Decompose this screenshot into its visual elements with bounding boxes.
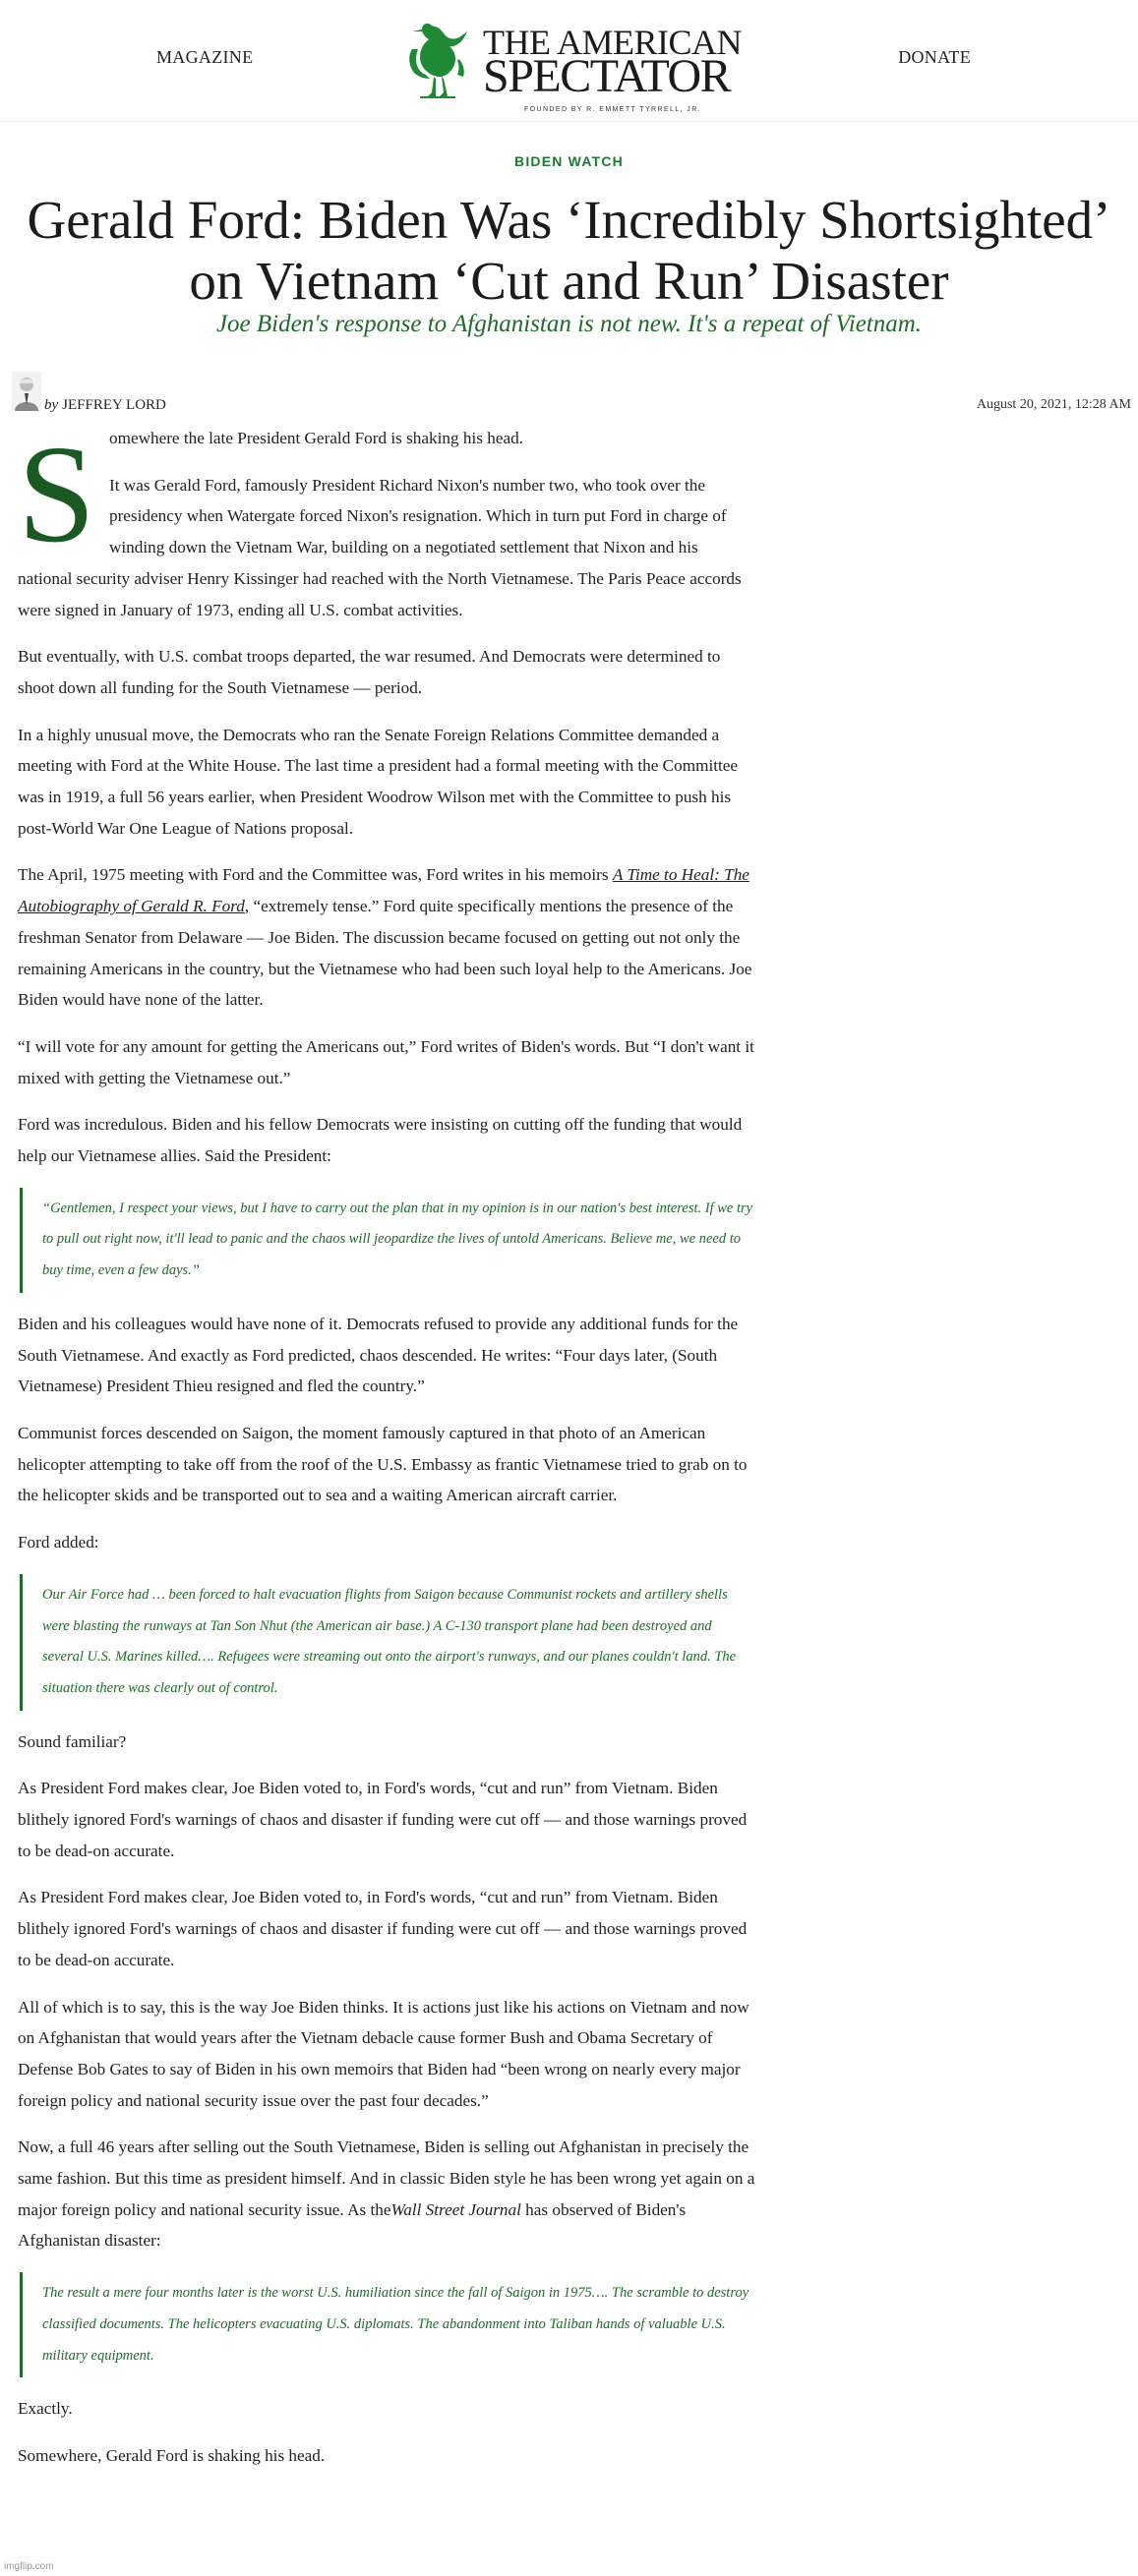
blockquote-2: Our Air Force had … been forced to halt evacuation flights from Saigon because Communist rockets and artillery shells were blasting the runways at Tan Son Nhut (the American air base.) A C-130 transport plane had been destroyed and several U.S. Marines killed…. Refugees were streaming out onto the airport's runways, and our planes couldn't land. The situation there was clearly out of control. — [20, 1574, 755, 1711]
category-kicker[interactable]: BIDEN WATCH — [514, 153, 624, 169]
paragraph-2: It was Gerald Ford, famously President Richard Nixon's number two, who took over the presidency when Watergate forced Nixon's resignation. Which in turn put Ford in charge of winding down the Vietnam War, building on a negotiated settlement that Nixon and his national security adviser Henry Kissinger had reached with the North Vietnamese. The Paris Peace accords were signed in January of 1973, ending all U.S. combat activities. — [18, 475, 742, 619]
paragraph-17: Somewhere, Gerald Ford is shaking his head. — [18, 2445, 326, 2465]
paragraph-8: Biden and his colleagues would have none of it. Democrats refused to provide any additional funds for the South Vietnamese. And exactly as Ford predicted, chaos descended. He writes: “Four days later, (South Vietnamese) President Thieu resigned and fled the country.” — [18, 1314, 739, 1396]
article-subtitle: Joe Biden's response to Afghanistan is not new. It's a repeat of Vietnam. — [215, 311, 923, 337]
header-divider — [0, 121, 1138, 122]
nav-magazine-link[interactable]: MAGAZINE — [156, 47, 254, 67]
logo-wordmark-top: THE AMERICAN — [483, 23, 742, 62]
paragraph-7: Ford was incredulous. Biden and his fellow Democrats were insisting on cutting off the funding that would help our Vietnamese allies. Said the President: — [18, 1115, 743, 1166]
blockquote-1: “Gentlemen, I respect your views, but I have to carry out the plan that in my opinion is in our nation's best interest. If we try to pull out right now, it'll lead to panic and the chaos will jeopardize the lives of untold Americans. Believe me, we need to buy time, even a few days.” — [20, 1188, 755, 1293]
author-name-text[interactable]: JEFFREY LORD — [62, 397, 166, 413]
author-name[interactable] — [44, 397, 166, 414]
blockquote-3: The result a mere four months later is the worst U.S. humiliation since the fall of Saigon in 1975…. The scramble to destroy classified documents. The helicopters evacuating U.S. diplomats. The abandonment into Taliban hands of valuable U.S. military equipment. — [20, 2272, 755, 2377]
paragraph-3: But eventually, with U.S. combat troops departed, the war resumed. And Democrats were determined to shoot down all funding for the South Vietnamese — period. — [18, 647, 721, 697]
paragraph-5-lead: The April, 1975 meeting with Ford and the Committee was, Ford writes in his memoirs — [18, 865, 613, 885]
paragraph-6: “I will vote for any amount for getting the Americans out,” Ford writes of Biden's words. But “I don't want it mixed with getting the Vietnamese out.” — [18, 1036, 754, 1087]
nav-donate-link[interactable]: DONATE — [898, 47, 971, 67]
byline — [12, 372, 1133, 421]
book-title-link[interactable]: A Time to Heal: The Autobiography of Gerald R. Ford — [18, 865, 749, 916]
paragraph-15-lead: Now, a full 46 years after selling out the South Vietnamese, Biden is selling out Afghanistan in precisely the same fashion. But this time as president himself. And in classic Biden style he has been wrong yet again on a major foreign policy and national security issue. As the — [18, 2137, 755, 2219]
site-header — [0, 0, 1138, 116]
byline-prefix: by — [44, 397, 59, 413]
paragraph-9: Communist forces descended on Saigon, the moment famously captured in that photo of an American helicopter attempting to take off from the roof of the U.S. Embassy as frantic Vietnamese tried to grab on to the helicopter skids and be transported out to sea and a waiting American aircraft carrier. — [18, 1423, 748, 1505]
article-body — [18, 416, 755, 2488]
paragraph-12: As President Ford makes clear, Joe Biden voted to, in Ford's words, “cut and run” from Vietnam. Biden blithely ignored Ford's warnings of chaos and disaster if funding were cut off — and those warnings proved to be dead-on accurate. — [18, 1779, 748, 1860]
heron-bird-icon — [398, 20, 477, 100]
paragraph-15 — [18, 2132, 755, 2256]
paragraph-10: Ford added: — [18, 1533, 99, 1552]
paragraph-14: All of which is to say, this is the way Joe Biden thinks. It is actions just like his actions on Vietnam and now on Afghanistan that would years after the Vietnam debacle cause former Bush and Obama Secretary of Defense Bob Gates to say of Biden in his own memoirs that Biden had “been wrong on nearly every major foreign policy and national security issue over the past four decades.” — [18, 1997, 749, 2110]
paragraph-1-text: omewhere the late President Gerald Ford is shaking his head. — [108, 429, 523, 447]
journal-name: Wall Street Journal — [390, 2199, 521, 2219]
logo-tagline: FOUNDED BY R. EMMETT TYRRELL, JR. — [524, 106, 701, 113]
paragraph-4: In a highly unusual move, the Democrats who ran the Senate Foreign Relations Committee demanded a meeting with Ford at the White House. The last time a president had a formal meeting with the Committee was in 1919, a full 56 years earlier, when President Woodrow Wilson met with the Committee to push his post-World War One League of Nations proposal. — [18, 725, 739, 838]
paragraph-15-rest: has observed of Biden's Afghanistan disaster: — [18, 2199, 687, 2251]
paragraph-11: Sound familiar? — [18, 1731, 127, 1751]
author-avatar[interactable] — [12, 372, 41, 411]
logo-wordmark-main: SPECTATOR — [483, 50, 731, 102]
paragraph-16: Exactly. — [18, 2399, 73, 2419]
drop-cap: S — [18, 416, 95, 571]
publish-date: August 20, 2021, 12:28 AM — [976, 397, 1131, 412]
watermark: imgflip.com — [4, 2561, 54, 2572]
paragraph-13: As President Ford makes clear, Joe Biden voted to, in Ford's words, “cut and run” from Vietnam. Biden blithely ignored Ford's warnings of chaos and disaster if funding were cut off — and those warnings proved to be dead-on accurate. — [18, 1888, 748, 1969]
site-logo[interactable] — [398, 20, 743, 113]
paragraph-5-rest: , “extremely tense.” Ford quite specifically mentions the presence of the freshman Senator from Delaware — Joe Biden. The discussion became focused on getting out not only the remaining Americans in the country, but the Vietnamese who had been such loyal help to the Americans. Joe Biden would have none of the latter. — [18, 897, 752, 1010]
article-title: Gerald Ford: Biden Was ‘Incredibly Shortsighted’ on Vietnam ‘Cut and Run’ Disaster — [27, 190, 1111, 311]
paragraph-5 — [18, 859, 755, 1016]
